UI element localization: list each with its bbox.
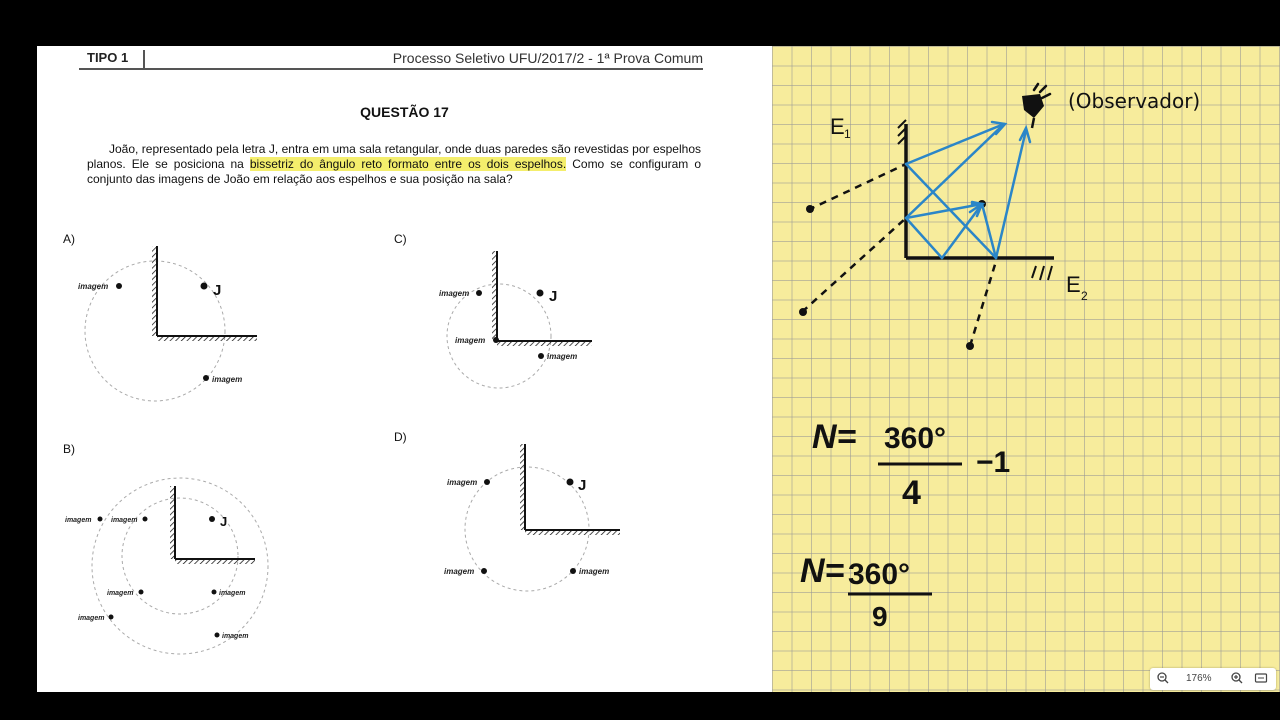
option-b-figure	[65, 461, 305, 646]
image-label: imagem	[212, 375, 243, 384]
e2-subscript: 2	[1081, 289, 1088, 303]
option-a-label[interactable]: A)	[63, 232, 75, 246]
formula2-lhs: N=	[800, 552, 845, 590]
formula2-denominator: 9	[872, 601, 888, 632]
image-label: imagem	[107, 590, 134, 597]
image-point	[484, 479, 490, 485]
image-point	[143, 517, 148, 522]
formula1-lhs: N=	[812, 418, 857, 456]
image-point	[98, 517, 103, 522]
zoom-level: 176%	[1186, 673, 1212, 684]
fit-page-icon[interactable]	[1254, 671, 1268, 688]
option-b-label[interactable]: B)	[63, 442, 75, 456]
page-header	[79, 50, 703, 70]
j-label: J	[220, 514, 228, 529]
image-label: imagem	[579, 567, 610, 576]
tipo-label: TIPO 1	[87, 50, 129, 65]
question-highlight: bissetriz do ângulo reto formato entre os dois espelhos.	[249, 157, 567, 171]
light-rays	[906, 122, 1030, 258]
option-c-figure	[437, 246, 637, 376]
option-a-figure	[77, 241, 307, 401]
image-label: imagem	[222, 633, 249, 640]
j-label: J	[549, 288, 558, 305]
e2-label: E	[1066, 272, 1081, 297]
dashed-circle-outer	[92, 478, 268, 654]
image-label: imagem	[455, 336, 486, 345]
image-point	[139, 590, 144, 595]
observer-label: (Observador)	[1068, 89, 1201, 113]
image-point	[493, 337, 499, 343]
image-label: imagem	[78, 615, 105, 622]
image-point	[538, 353, 544, 359]
option-d-figure	[437, 444, 637, 594]
image-label: imagem	[547, 352, 578, 361]
j-point	[537, 290, 544, 297]
mirror-e2-hatch	[1032, 266, 1052, 280]
image-ray-dashed	[970, 258, 997, 346]
image-point	[109, 615, 114, 620]
image-point	[215, 633, 220, 638]
image-label: imagem	[444, 567, 475, 576]
image-point	[799, 308, 807, 316]
image-point	[570, 568, 576, 574]
zoom-out-icon[interactable]	[1156, 671, 1170, 688]
option-d-label[interactable]: D)	[394, 430, 407, 444]
image-label: imagem	[447, 478, 478, 487]
image-ray-dashed	[802, 218, 906, 312]
question-title: QUESTÃO 17	[360, 104, 449, 120]
image-label: imagem	[111, 517, 138, 524]
j-label: J	[213, 282, 222, 299]
image-label: imagem	[78, 282, 109, 291]
exam-title: Processo Seletivo UFU/2017/2 - 1ª Prova Comum	[392, 50, 703, 66]
zoom-toolbar	[1150, 668, 1276, 690]
image-point	[203, 375, 209, 381]
image-point	[116, 283, 122, 289]
handwritten-notes	[772, 46, 1280, 692]
e1-subscript: 1	[844, 127, 851, 141]
j-label: J	[578, 477, 587, 494]
formula2-numerator: 360°	[848, 558, 911, 591]
question-text-start: João, representado pela letra J, entra em uma sala retangular, onde duas paredes são revestidas por espelhos planos. Ele se posiciona na	[87, 142, 701, 171]
zoom-in-icon[interactable]	[1230, 671, 1244, 688]
header-divider	[143, 50, 145, 70]
image-point	[966, 342, 974, 350]
notes-grid-panel	[772, 46, 1280, 692]
formula1-denominator: 4	[902, 474, 921, 512]
image-point	[481, 568, 487, 574]
e1-label: E	[830, 114, 845, 139]
option-c-label[interactable]: C)	[394, 232, 407, 246]
j-point	[209, 516, 215, 522]
image-label: imagem	[439, 289, 470, 298]
image-label: imagem	[219, 590, 246, 597]
image-point	[806, 205, 814, 213]
j-point	[201, 283, 208, 290]
exam-page	[37, 46, 772, 692]
question-text-end: Como se configuram o conjunto das imagens de João em relação aos espelhos e sua posição na sala?	[87, 157, 702, 186]
question-text	[87, 142, 701, 187]
image-label: imagem	[65, 517, 92, 524]
image-point	[476, 290, 482, 296]
j-point	[567, 479, 574, 486]
image-point	[212, 590, 217, 595]
formula1-numerator: 360°	[884, 422, 947, 455]
image-ray-dashed	[808, 164, 906, 210]
eye-icon	[1022, 84, 1050, 128]
formula1-minus-one: −1	[976, 446, 1011, 479]
